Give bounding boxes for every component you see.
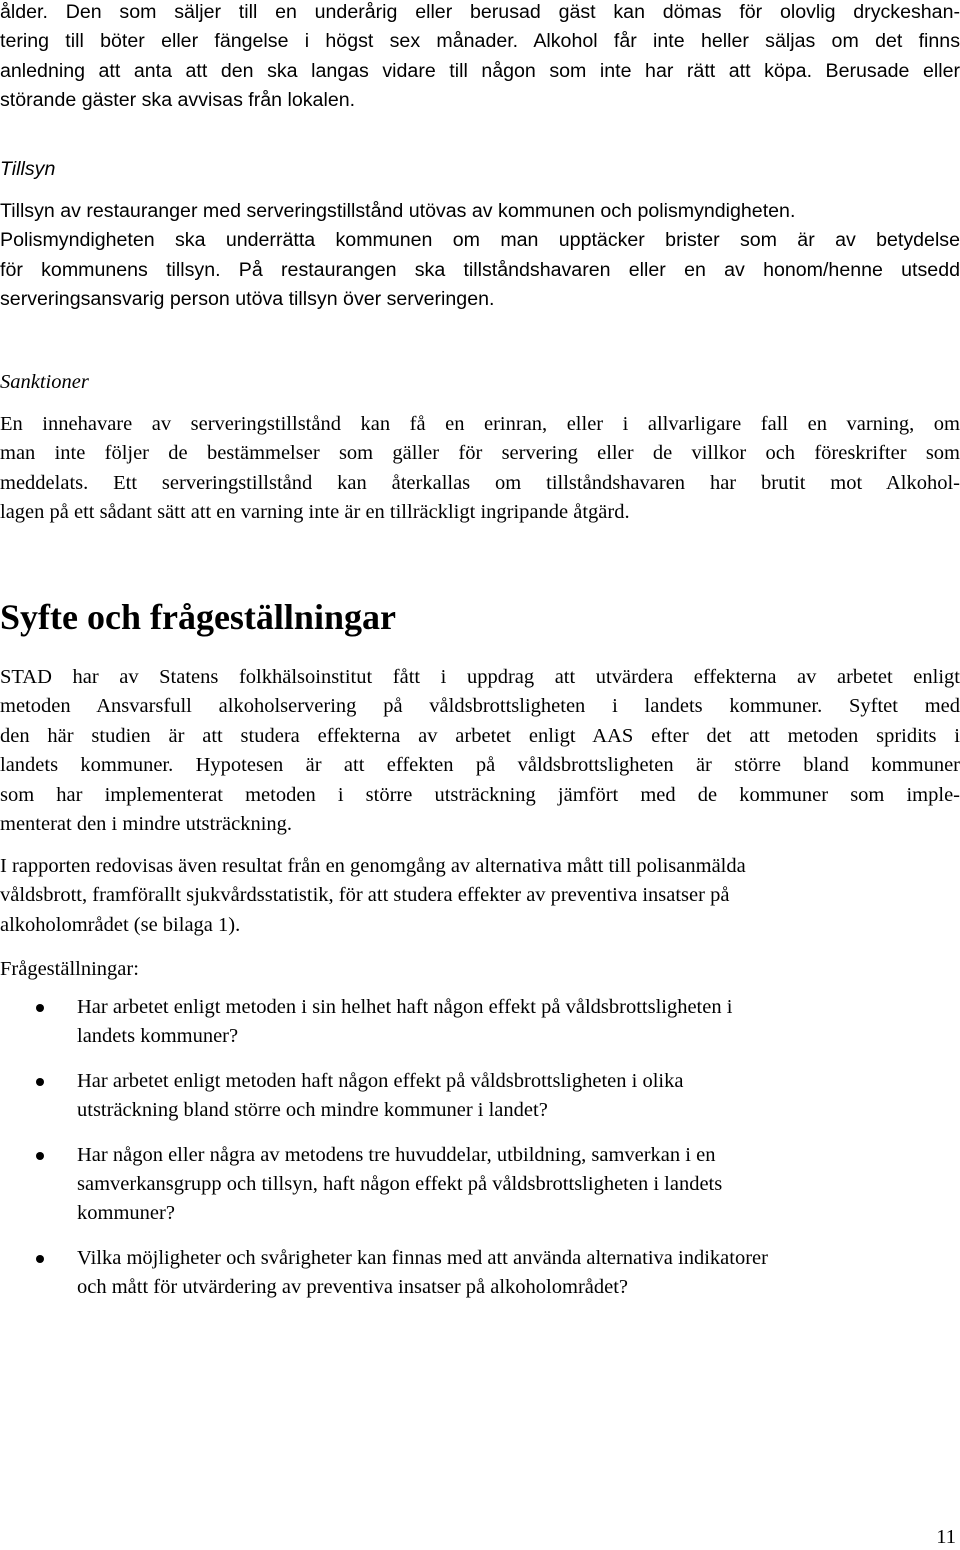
sanktioner-heading: Sanktioner [0,371,89,393]
text-line: utsträckning bland större och mindre kommuner i landet? [77,1099,548,1122]
syfte-paragraph-1 [0,663,960,839]
text-line: STAD har av Statens folkhälsoinstitut fått i uppdrag att utvärdera effekterna av arbetet enligt [0,666,960,688]
intro-paragraph [0,0,960,116]
text-line: lagen på ett sådant sätt att en varning inte är en tillräckligt ingripande åtgärd. [0,501,630,524]
text-line: alkoholområdet (se bilaga 1). [0,913,241,936]
bullet-icon [36,1078,44,1086]
text-line: En innehavare av serveringstillstånd kan få en erinran, eller i allvarligare fall en varning, om [0,413,960,435]
questions-label [0,955,960,984]
text-line: Tillsyn av restauranger med serveringstillstånd utövas av kommunen och polismyndigheten. [0,200,796,222]
list-item [0,1067,960,1126]
text-line: störande gäster ska avvisas från lokalen. [0,89,356,112]
section-heading: Syfte och frågeställningar [0,597,396,637]
text-line: meddelats. Ett serveringstillstånd kan återkallas om tillståndshavaren har brutit mot Alkohol- [0,471,960,494]
text-line: anledning att anta att den ska langas vidare till någon som inte har rätt att köpa. Berusade eller [0,59,960,82]
text-line: serveringsansvarig person utöva tillsyn över serveringen. [0,288,495,311]
text-line: som har implementerat metoden i större utsträckning jämfört med de kommuner som imple- [0,783,960,806]
bullet-icon [36,1152,44,1160]
text-line: metoden Ansvarsfull alkoholservering på våldsbrottsligheten i landets kommuner. Syftet med [0,695,960,718]
text-line: landets kommuner. Hypotesen är att effekten på våldsbrottsligheten är större bland kommuner [0,754,960,777]
tillsyn-heading: Tillsyn [0,158,56,180]
list-item [0,1141,960,1229]
questions-list [0,993,960,1318]
sanktioner-paragraph [0,410,960,528]
text-line: I rapporten redovisas även resultat från en genomgång av alternativa mått till polisanmälda [0,855,746,877]
text-line: Har arbetet enligt metoden haft någon effekt på våldsbrottsligheten i olika [77,1069,684,1092]
text-line: den här studien är att studera effekterna av arbetet enligt AAS efter det att metoden spridits i [0,724,960,747]
text-line: våldsbrott, framförallt sjukvårdsstatistik, för att studera effekter av preventiva insatser på [0,884,730,907]
text-line: Vilka möjligheter och svårigheter kan finnas med att använda alternativa indikatorer [77,1246,768,1269]
text-line: tering till böter eller fängelse i högst sex månader. Alkohol får inte heller säljas om det finns [0,30,960,53]
page-number: 11 [936,1526,956,1548]
text-line: kommuner? [77,1202,175,1225]
text-line: Har någon eller några av metodens tre huvuddelar, utbildning, samverkan i en [77,1143,716,1166]
list-item [0,993,960,1052]
syfte-paragraph-2 [0,852,960,940]
text-line: menterat den i mindre utsträckning. [0,813,293,836]
tillsyn-paragraph [0,197,960,315]
list-item [0,1244,960,1303]
text-line: samverkansgrupp och tillsyn, haft någon effekt på våldsbrottsligheten i landets [77,1173,723,1196]
text-line: ålder. Den som säljer till en underårig eller berusad gäst kan dömas för olovlig dryckeshan- [0,1,960,23]
text-line: Har arbetet enligt metoden i sin helhet haft någon effekt på våldsbrottsligheten i [77,996,733,1018]
bullet-icon [36,1255,44,1263]
text-line: för kommunens tillsyn. På restaurangen ska tillståndshavaren eller en av honom/henne utsedd [0,258,960,281]
bullet-icon [36,1004,44,1012]
text-line: Frågeställningar: [0,958,139,980]
text-line: och mått för utvärdering av preventiva insatser på alkoholområdet? [77,1276,629,1299]
text-line: landets kommuner? [77,1025,239,1048]
text-line: Polismyndigheten ska underrätta kommunen om man upptäcker brister som är av betydelse [0,229,960,252]
text-line: man inte följer de bestämmelser som gäller för servering eller de villkor och föreskrifter som [0,442,960,465]
